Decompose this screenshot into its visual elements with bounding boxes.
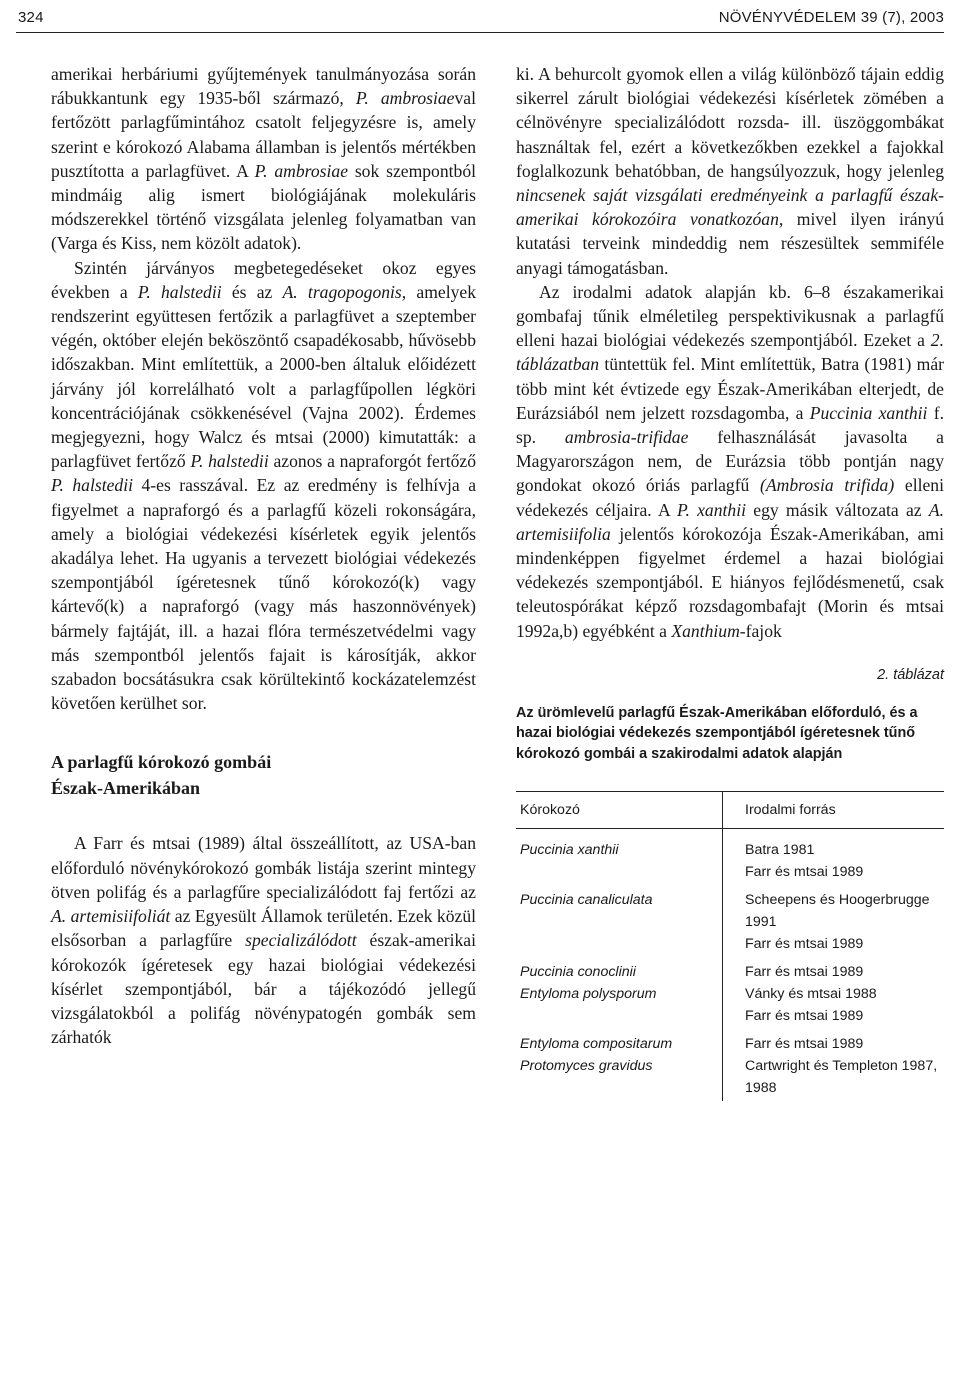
section-heading [51, 749, 476, 801]
text-run: és az [221, 281, 283, 302]
species-name: (Ambrosia trifida) [760, 475, 895, 496]
table-row [516, 883, 944, 955]
species-name: A. artemisiifoliát [51, 906, 171, 927]
species-name: P. ambrosiae [254, 160, 349, 181]
text-run: azonos a napraforgót fertőző [268, 451, 477, 472]
right-column [516, 62, 944, 1101]
paragraph [51, 831, 476, 1049]
emphasis: specializálódott [245, 930, 357, 951]
pathogen-cell: Entyloma compositarum [520, 1035, 673, 1052]
paragraph [516, 280, 944, 643]
text-run: A Farr és mtsai (1989) által összeállított, az USA-ban előforduló növénykórokozó gombák listája szerint mintegy ötven polifág és a parlagfűre specializálódott faj fertőzi az [51, 833, 476, 902]
source-line: Scheepens és Hoogerbrugge 1991 [745, 891, 930, 930]
emphasis: nincsenek saját vizsgálati eredményeink a parlagfű észak-amerikai kórokozóira vonatkozóan, [516, 185, 944, 230]
paragraph [516, 62, 944, 280]
text-run: az Egyesült Államok területén. Ezek közül elsősorban a parlagfűre [51, 906, 476, 951]
source-cell [723, 955, 945, 983]
pathogen-table [516, 791, 944, 1101]
running-header [16, 4, 944, 33]
source-cell [723, 1027, 945, 1055]
table-reference: 2. táblázatban [516, 330, 944, 375]
page-number: 324 [18, 9, 44, 26]
species-name: A. tragopogonis [282, 281, 402, 302]
text-run: f. sp. [516, 402, 944, 448]
table-title: Az ürömlevelű parlagfű Észak-Amerikában előforduló, és a hazai biológiai védekezés szempontjából ígéretesnek tűnő kórokozó gombái a szakirodalmi adatok alapján [516, 704, 918, 763]
text-run: tüntettük fel. Mint említettük, Batra (1981) már több mint két évtizede egy Észak-Amerikában elterjedt, de Eurázsiából nem jelzett rozsdagomba, a [516, 354, 944, 423]
species-name: P. halstedii [51, 475, 133, 496]
column-header: Irodalmi forrás [723, 791, 945, 828]
source-line: Farr és mtsai 1989 [745, 863, 864, 880]
text-run: Az irodalmi adatok alapján kb. 6–8 északamerikai gombafaj tűnik elméletileg perspektivikusnak a parlagfű elleni hazai biológiai védekezés szempontjából. Ezeket a [516, 281, 944, 351]
species-name: P. halstedii [137, 281, 222, 302]
text-run: sok szempontból mindmáig alig ismert biológiájának molekuláris módszerekkel történő vizsgálata jelenleg folyamatban van (Varga és Kiss, nem közölt adatok). [51, 160, 477, 254]
table-row [516, 1055, 944, 1101]
source-cell [723, 983, 945, 1027]
pathogen-cell: Puccinia conoclinii [520, 963, 636, 980]
text-run: észak-amerikai kórokozók ígéretesek egy hazai biológiai védekezési kísérlet szempontjából, bár a tájékozódó jellegű vizsgálatokból a polifág növénypatogén gombák sem zárhatók [51, 930, 476, 1048]
source-line: Farr és mtsai 1989 [745, 935, 864, 952]
text-run: jelentős kórokozója Észak-Amerikában, ami mindenképpen figyelmet érdemel a hazai biológiai védekezés szempontjából. E hiányos fejlődésmenetű, csak teleutospórákat képző rozsdagombafajt (Morin és mtsai 1992a,b) egyébként a [516, 523, 944, 641]
text-run: felhasználását javasolta a Magyarországon nem, de Eurázsia több pontján nagy gondokat okozó óriás parlagfű [516, 427, 944, 496]
text-run: ki. A behurcolt gyomok ellen a világ különböző tájain eddig sikerrel zárult biológiai védekezési kísérletek zömében a célnövényre specializálódott rozsda- ill. üszöggombákat használtak fel, ezért a következőkben ezekkel a fajokkal foglalkozunk behatóbban, de hangsúlyozzuk, hogy jelenleg [516, 64, 944, 181]
text-run: Szintén járványos megbetegedéseket okoz egyes években a [51, 257, 476, 302]
species-name: P. ambrosiae [355, 88, 455, 109]
pathogen-cell: Puccinia xanthii [520, 841, 619, 858]
table-row [516, 955, 944, 983]
paragraph [51, 256, 476, 716]
species-name: P. halstedii [190, 451, 269, 472]
species-name: ambrosia-trifidae [564, 427, 689, 448]
journal-citation: NÖVÉNYVÉDELEM 39 (7), 2003 [718, 9, 944, 26]
pathogen-cell: Entyloma polysporum [520, 985, 657, 1002]
text-run: 4-es rasszával. Ez az eredmény is felhívja a figyelmet a napraforgó és a parlagfű közeli rokonságára, amely a biológiai védekezési kísérletek egyik jelentős akadálya lehet. Ha ugyanis a tervezett biológiai védekezés szempontjából ígéretesnek tűnő kórokozó(k) vagy kártevő(k) a napraforgó (vagy más haszonnövények) bármely fajtáját, ill. a hazai flóra természetvédelmi vagy más szempontból jelentős fajait is károsítják, akkor szabadon bocsátásukra csak körültekintő kockázatelemzést követően kerülhet sor. [51, 475, 477, 714]
source-line: Vánky és mtsai 1988 [745, 985, 877, 1002]
source-line: Farr és mtsai 1989 [745, 1007, 864, 1024]
source-line: Farr és mtsai 1989 [745, 963, 864, 980]
text-run: val fertőzött parlagfűmintához csatolt feljegyzésre is, amely szerint e kórokozó Alabama államban is jelentős mértékben pusztította a parlagfüvet. A [51, 88, 476, 181]
species-name: A. artemisiifolia [516, 499, 944, 544]
left-column [51, 62, 476, 1049]
text-run: , amelyek rendszerint együttesen fertőzik a parlagfüvet a szeptember végén, október elején beköszöntő csapadékosabb, hűvösebb időszakban. Mint említettük, a 2000-ben általuk előidézett járvány jól korrelálható volt a parlagfűpollen légköri koncentrációjának csökkenésével (Vajna 2002). Érdemes megjegyezni, hogy Walcz és mtsai (2000) kimutatták: a parlagfüvet fertőző [51, 281, 476, 472]
column-header: Kórokozó [516, 791, 723, 828]
source-line: Batra 1981 [745, 841, 815, 858]
source-line: Farr és mtsai 1989 [745, 1035, 864, 1052]
text-run: elleni védekezés céljaira. A [516, 475, 944, 520]
species-name: Xanthium [671, 620, 740, 641]
text-run: mivel ilyen irányú kutatási terveink mindeddig nem részesültek semmiféle anyagi támogatásban. [516, 209, 945, 278]
pathogen-cell: Protomyces gravidus [520, 1057, 653, 1074]
text-run: amerikai herbáriumi gyűjtemények tanulmányozása során rábukkantunk egy 1935-ből származó, [51, 64, 476, 109]
source-line: Cartwright és Templeton 1987, 1988 [745, 1057, 938, 1096]
section-heading-line: Észak-Amerikában [51, 778, 201, 799]
table-number: 2. táblázat [877, 666, 944, 683]
source-cell [723, 828, 945, 883]
table-row [516, 983, 944, 1027]
table-row [516, 828, 944, 883]
table-row [516, 1027, 944, 1055]
section-heading-line: A parlagfű kórokozó gombái [51, 752, 272, 773]
source-cell [723, 1055, 945, 1101]
paragraph [51, 62, 476, 256]
pathogen-cell: Puccinia canaliculata [520, 891, 653, 908]
species-name: Puccinia xanthii [809, 402, 928, 423]
table-header-row [516, 791, 944, 828]
species-name: P. xanthii [676, 499, 746, 520]
text-run: -fajok [739, 620, 782, 641]
text-run: egy másik változata az [746, 499, 929, 520]
source-cell [723, 883, 945, 955]
